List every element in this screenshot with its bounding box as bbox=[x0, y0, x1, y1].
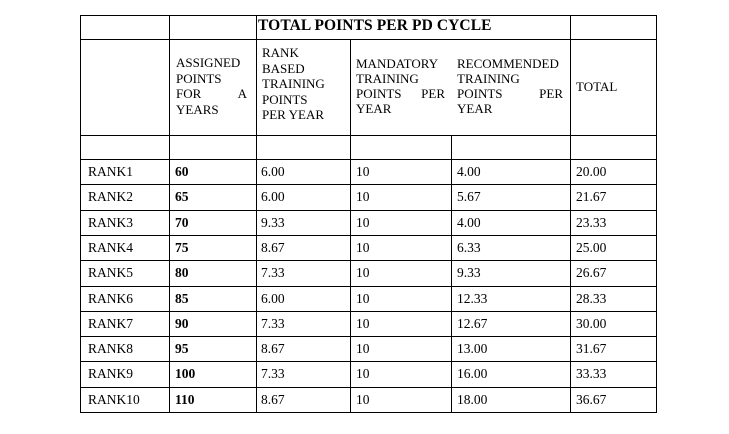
cell-rank-based: 8.67 bbox=[261, 239, 285, 255]
cell-rank-based: 7.33 bbox=[261, 265, 285, 281]
table-rule bbox=[80, 15, 81, 413]
header-line: MANDATORY bbox=[356, 56, 439, 71]
cell-recommended: 12.67 bbox=[457, 315, 488, 331]
cell-total: 33.33 bbox=[576, 366, 607, 382]
cell-rank-based: 6.00 bbox=[261, 164, 285, 179]
cell-rank: RANK3 bbox=[88, 214, 134, 230]
cell-rank: RANK1 bbox=[88, 164, 134, 179]
cell-rank-based: 7.33 bbox=[261, 315, 285, 331]
table-rule bbox=[451, 135, 452, 413]
cell-mandatory: 10 bbox=[356, 164, 370, 179]
header-word: POINTS bbox=[457, 86, 503, 101]
cell-recommended: 4.00 bbox=[457, 214, 481, 230]
header-assigned-points bbox=[176, 55, 247, 117]
header-line: PER YEAR bbox=[262, 107, 324, 122]
cell-rank: RANK7 bbox=[88, 315, 134, 331]
header-word: A bbox=[237, 86, 247, 101]
header-rank-based bbox=[262, 45, 348, 123]
table-rule bbox=[256, 15, 257, 413]
cell-rank: RANK9 bbox=[88, 366, 134, 382]
header-line bbox=[176, 86, 247, 102]
header-line: BASED bbox=[262, 60, 305, 76]
header-line: YEAR bbox=[457, 101, 493, 116]
cell-total: 28.33 bbox=[576, 290, 607, 306]
cell-total: 26.67 bbox=[576, 265, 607, 281]
header-line: YEAR bbox=[356, 101, 392, 116]
cell-assigned: 90 bbox=[175, 315, 189, 331]
header-line: YEARS bbox=[176, 101, 219, 117]
cell-rank: RANK4 bbox=[88, 239, 134, 255]
header-line: TOTAL bbox=[576, 79, 618, 94]
cell-recommended: 13.00 bbox=[457, 341, 488, 357]
table-rule bbox=[169, 15, 170, 413]
header-line: TRAINING bbox=[356, 71, 419, 86]
header-word: FOR bbox=[176, 86, 202, 101]
cell-recommended: 18.00 bbox=[457, 391, 488, 407]
cell-assigned: 65 bbox=[175, 189, 189, 205]
header-word: PER bbox=[539, 86, 563, 101]
table-rule bbox=[570, 15, 571, 413]
header-line: TRAINING bbox=[262, 76, 325, 91]
cell-rank-based: 8.67 bbox=[261, 391, 285, 407]
cell-assigned: 110 bbox=[175, 391, 195, 407]
cell-mandatory: 10 bbox=[356, 315, 370, 331]
cell-recommended: 16.00 bbox=[457, 366, 488, 382]
header-line: POINTS bbox=[176, 70, 222, 86]
cell-total: 20.00 bbox=[576, 164, 607, 179]
cell-assigned: 85 bbox=[175, 290, 189, 306]
cell-rank-based: 8.67 bbox=[261, 341, 285, 357]
cell-mandatory: 10 bbox=[356, 214, 370, 230]
cell-total: 31.67 bbox=[576, 341, 607, 357]
header-line: RECOMMENDED bbox=[457, 56, 559, 71]
cell-rank: RANK10 bbox=[88, 391, 140, 407]
cell-rank: RANK2 bbox=[88, 189, 134, 205]
header-recommended bbox=[457, 56, 563, 116]
cell-total: 23.33 bbox=[576, 214, 607, 230]
cell-total: 25.00 bbox=[576, 239, 607, 255]
header-word: PER bbox=[421, 86, 445, 101]
header-word: POINTS bbox=[356, 86, 402, 101]
cell-recommended: 6.33 bbox=[457, 239, 481, 255]
cell-assigned: 100 bbox=[175, 366, 196, 382]
cell-rank: RANK6 bbox=[88, 290, 134, 306]
cell-mandatory: 10 bbox=[356, 189, 370, 205]
header-total bbox=[576, 79, 617, 95]
header-line bbox=[457, 86, 563, 101]
cell-assigned: 60 bbox=[175, 164, 189, 179]
header-line bbox=[356, 86, 445, 101]
cell-total: 36.67 bbox=[576, 391, 607, 407]
header-mandatory bbox=[356, 56, 445, 116]
cell-assigned: 80 bbox=[175, 265, 189, 281]
cell-mandatory: 10 bbox=[356, 366, 370, 382]
cell-recommended: 5.67 bbox=[457, 189, 481, 205]
cell-assigned: 70 bbox=[175, 214, 189, 230]
cell-mandatory: 10 bbox=[356, 290, 370, 306]
cell-rank: RANK5 bbox=[88, 265, 134, 281]
cell-mandatory: 10 bbox=[356, 391, 370, 407]
table-rule bbox=[656, 15, 657, 413]
header-line: ASSIGNED bbox=[176, 55, 241, 70]
cell-rank-based: 6.00 bbox=[261, 290, 285, 306]
cell-recommended: 9.33 bbox=[457, 265, 481, 281]
cell-total: 21.67 bbox=[576, 189, 607, 205]
cell-assigned: 75 bbox=[175, 239, 189, 255]
header-line: POINTS bbox=[262, 91, 308, 107]
cell-rank: RANK8 bbox=[88, 341, 134, 357]
table-title: TOTAL POINTS PER PD CYCLE bbox=[258, 17, 492, 34]
header-line: RANK bbox=[262, 45, 299, 60]
cell-rank-based: 9.33 bbox=[261, 214, 285, 230]
header-line: TRAINING bbox=[457, 71, 520, 86]
cell-total: 30.00 bbox=[576, 315, 607, 331]
cell-recommended: 4.00 bbox=[457, 164, 481, 179]
cell-mandatory: 10 bbox=[356, 265, 370, 281]
cell-mandatory: 10 bbox=[356, 239, 370, 255]
cell-rank-based: 7.33 bbox=[261, 366, 285, 382]
cell-recommended: 12.33 bbox=[457, 290, 488, 306]
cell-rank-based: 6.00 bbox=[261, 189, 285, 205]
cell-mandatory: 10 bbox=[356, 341, 370, 357]
cell-assigned: 95 bbox=[175, 341, 189, 357]
table-rule bbox=[350, 39, 351, 413]
